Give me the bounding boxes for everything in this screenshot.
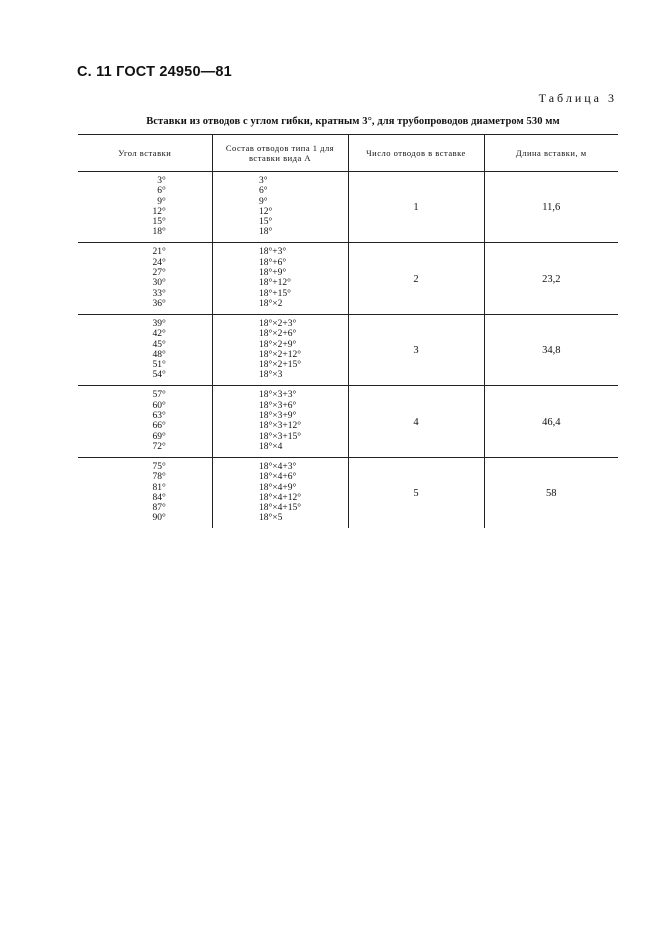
composition-value: 18°×3+3° bbox=[259, 390, 297, 401]
table-header-row bbox=[78, 135, 618, 172]
count-cell: 1 bbox=[348, 172, 484, 243]
length-cell: 34,8 bbox=[484, 314, 618, 385]
column-header-composition: Состав отводов типа 1 для вставки вида А bbox=[212, 135, 348, 172]
angle-value: 69° bbox=[152, 431, 166, 442]
angle-value: 6° bbox=[157, 186, 166, 197]
angle-cell bbox=[78, 243, 212, 314]
composition-value: 18°+15° bbox=[259, 288, 291, 299]
table-title: Вставки из отводов с углом гибки, кратным 3°, для трубопроводов диаметром 530 мм bbox=[146, 116, 560, 127]
table-row bbox=[78, 243, 618, 314]
count-cell: 3 bbox=[348, 314, 484, 385]
angle-value: 3° bbox=[157, 176, 166, 186]
composition-cell bbox=[212, 243, 348, 314]
length-cell: 23,2 bbox=[484, 243, 618, 314]
angle-value: 45° bbox=[152, 339, 166, 350]
composition-value: 18°×4+9° bbox=[259, 482, 297, 493]
composition-value: 15° bbox=[259, 217, 273, 228]
composition-value: 18°×5 bbox=[259, 513, 283, 524]
count-cell: 2 bbox=[348, 243, 484, 314]
angle-value: 51° bbox=[152, 360, 166, 371]
column-header-count: Число отводов в вставке bbox=[348, 135, 484, 172]
angle-value: 63° bbox=[152, 411, 166, 422]
angle-insert-table bbox=[78, 134, 618, 528]
length-cell: 46,4 bbox=[484, 386, 618, 457]
composition-cell bbox=[212, 457, 348, 528]
composition-value: 12° bbox=[259, 206, 273, 217]
length-cell: 11,6 bbox=[484, 172, 618, 243]
composition-cell bbox=[212, 172, 348, 243]
angle-value: 87° bbox=[152, 503, 166, 514]
angle-value: 48° bbox=[152, 349, 166, 360]
angle-value: 27° bbox=[152, 268, 166, 279]
composition-value: 18°×2+15° bbox=[259, 360, 302, 371]
angle-value: 15° bbox=[152, 217, 166, 228]
composition-value: 18°×4+12° bbox=[259, 492, 302, 503]
composition-value: 18°×4+6° bbox=[259, 472, 297, 483]
page-header: С. 11 ГОСТ 24950—81 bbox=[77, 64, 232, 80]
count-cell: 4 bbox=[348, 386, 484, 457]
table-label: Таблица 3 bbox=[538, 91, 617, 105]
angle-value: 18° bbox=[152, 227, 166, 238]
composition-value: 18°×2+12° bbox=[259, 349, 302, 360]
composition-value: 18°×2+9° bbox=[259, 339, 297, 350]
angle-value: 24° bbox=[152, 257, 166, 268]
angle-value: 9° bbox=[157, 196, 166, 207]
composition-value: 18° bbox=[259, 227, 273, 238]
table-row bbox=[78, 386, 618, 457]
composition-value: 3° bbox=[259, 176, 268, 186]
angle-value: 90° bbox=[152, 513, 166, 524]
angle-cell bbox=[78, 314, 212, 385]
table-row bbox=[78, 314, 618, 385]
composition-value: 18°+9° bbox=[259, 268, 287, 279]
angle-value: 78° bbox=[152, 472, 166, 483]
table-body bbox=[78, 172, 618, 529]
angle-value: 12° bbox=[152, 206, 166, 217]
angle-value: 81° bbox=[152, 482, 166, 493]
composition-value: 18°×2+3° bbox=[259, 318, 297, 329]
angle-value: 60° bbox=[152, 400, 166, 411]
angle-value: 42° bbox=[152, 329, 166, 340]
composition-cell bbox=[212, 314, 348, 385]
column-header-angle: Угол вставки bbox=[78, 135, 212, 172]
angle-value: 39° bbox=[152, 318, 166, 329]
angle-value: 36° bbox=[152, 298, 166, 309]
composition-value: 18°×3+9° bbox=[259, 411, 297, 422]
composition-value: 18°×3 bbox=[259, 370, 283, 381]
composition-cell bbox=[212, 386, 348, 457]
angle-value: 72° bbox=[152, 441, 166, 452]
composition-value: 9° bbox=[259, 196, 268, 207]
angle-value: 75° bbox=[152, 461, 166, 472]
angle-cell bbox=[78, 172, 212, 243]
composition-value: 18°×3+6° bbox=[259, 400, 297, 411]
composition-value: 18°×4 bbox=[259, 441, 283, 452]
composition-value: 18°+12° bbox=[259, 278, 291, 289]
angle-value: 57° bbox=[152, 390, 166, 401]
angle-value: 21° bbox=[152, 247, 166, 258]
angle-value: 54° bbox=[152, 370, 166, 381]
table-row bbox=[78, 457, 618, 528]
length-cell: 58 bbox=[484, 457, 618, 528]
angle-value: 84° bbox=[152, 492, 166, 503]
angle-cell bbox=[78, 386, 212, 457]
composition-value: 18°+6° bbox=[259, 257, 287, 268]
angle-value: 30° bbox=[152, 278, 166, 289]
table-row bbox=[78, 172, 618, 243]
composition-value: 18°×2+6° bbox=[259, 329, 297, 340]
composition-value: 18°×2 bbox=[259, 298, 283, 309]
composition-value: 18°×3+12° bbox=[259, 421, 302, 432]
angle-value: 33° bbox=[152, 288, 166, 299]
column-header-length: Длина вставки, м bbox=[484, 135, 618, 172]
angle-value: 66° bbox=[152, 421, 166, 432]
composition-value: 18°×4+15° bbox=[259, 503, 302, 514]
composition-value: 6° bbox=[259, 186, 268, 197]
composition-value: 18°×3+15° bbox=[259, 431, 302, 442]
angle-cell bbox=[78, 457, 212, 528]
composition-value: 18°×4+3° bbox=[259, 461, 297, 472]
composition-value: 18°+3° bbox=[259, 247, 287, 258]
count-cell: 5 bbox=[348, 457, 484, 528]
